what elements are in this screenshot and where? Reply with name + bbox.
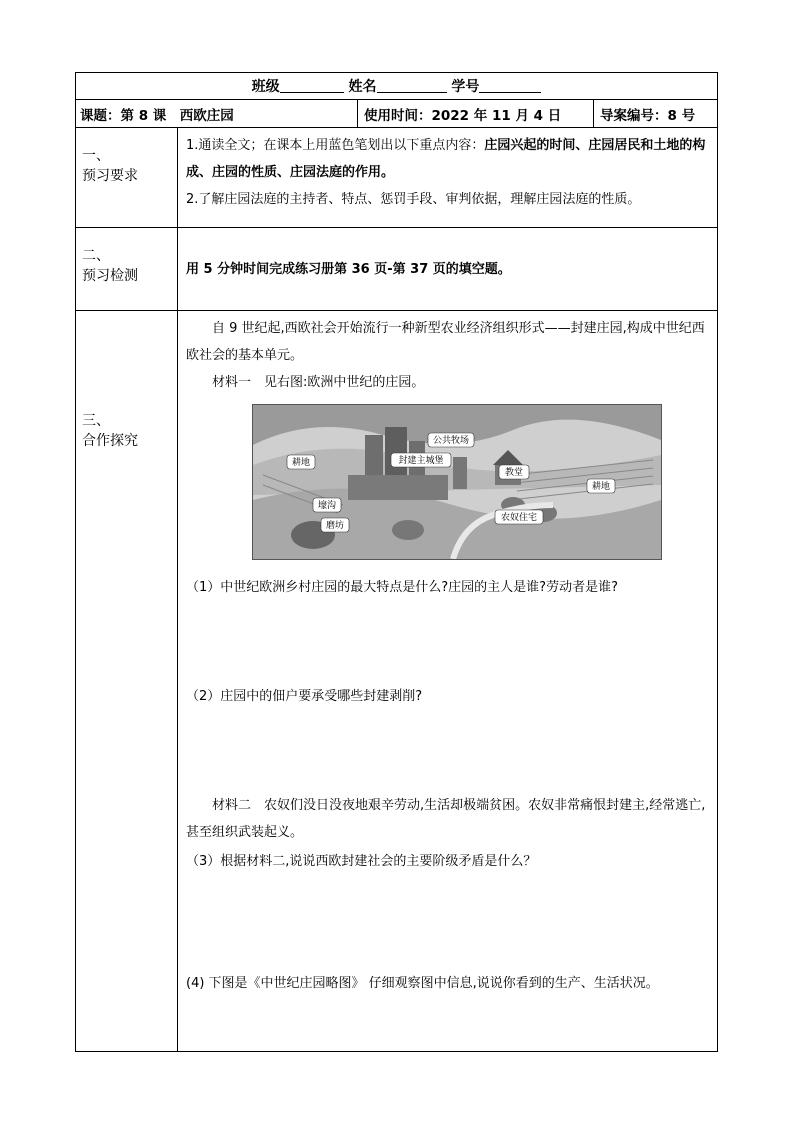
usage-time: 使用时间：2022 年 11 月 4 日 xyxy=(358,100,594,128)
section-content xyxy=(178,311,718,1052)
section-number: 三、 xyxy=(82,413,110,429)
section-title: 预习检测 xyxy=(82,268,138,284)
label-church: 教堂 xyxy=(504,468,524,478)
section-title: 预习要求 xyxy=(82,168,138,184)
preview-line-1: 1.通读全文；在课本上用蓝色笔划出以下重点内容：庄园兴起的时间、庄园居民和土地的构成、庄园的性质、庄园法庭的作用。 xyxy=(186,138,706,180)
label-pasture: 公共牧场 xyxy=(432,436,470,446)
name-blank[interactable] xyxy=(377,78,447,93)
class-label: 班级 xyxy=(251,79,280,95)
label-serf-homes: 农奴住宅 xyxy=(500,513,538,523)
section-label xyxy=(76,311,178,1052)
manor-drawing xyxy=(253,405,661,559)
name-label: 姓名 xyxy=(348,79,377,95)
manor-illustration xyxy=(252,404,662,560)
section-content xyxy=(178,228,718,311)
lesson-title: 课题：第 8 课 西欧庄园 xyxy=(76,100,358,128)
label-field-right: 耕地 xyxy=(591,482,611,492)
question-3: （3）根据材料二,说说西欧封建社会的主要阶级矛盾是什么？ xyxy=(186,854,537,869)
lesson-info-row xyxy=(76,100,718,128)
section-explore xyxy=(76,311,718,1052)
section-label xyxy=(76,128,178,228)
explore-intro: 自 9 世纪起,西欧社会开始流行一种新型农业经济组织形式——封建庄园,构成中世纪西欧社会的基本单元。 xyxy=(186,321,705,363)
material-2: 材料二 农奴们没日没夜地艰辛劳动,生活却极端贫困。农奴非常痛恨封建主,经常逃亡,甚至组织武装起义。 xyxy=(186,798,706,840)
worksheet xyxy=(75,72,717,1052)
section-title: 合作探究 xyxy=(82,433,138,449)
preview-line-2: 2.了解庄园法庭的主持者、特点、惩罚手段、审判依据，理解庄园法庭的性质。 xyxy=(186,192,641,207)
question-4: (4) 下图是《中世纪庄园略图》 仔细观察图中信息,说说你看到的生产、生活状况。 xyxy=(186,976,659,991)
material-1: 材料一 见右图:欧洲中世纪的庄园。 xyxy=(212,375,425,390)
section-content xyxy=(178,128,718,228)
section-label xyxy=(76,228,178,311)
header-row xyxy=(76,73,718,100)
label-field-left: 耕地 xyxy=(291,458,311,468)
section-preview xyxy=(76,128,718,228)
class-blank[interactable] xyxy=(280,78,344,93)
guide-code: 导案编号：8 号 xyxy=(594,100,718,128)
label-mill: 磨坊 xyxy=(325,521,345,531)
question-2: （2）庄园中的佃户要承受哪些封建剥削? xyxy=(186,689,423,704)
section-check xyxy=(76,228,718,311)
section-number: 一、 xyxy=(82,148,110,164)
label-castle: 封建主城堡 xyxy=(398,456,444,466)
id-blank[interactable] xyxy=(479,78,541,93)
check-text: 用 5 分钟时间完成练习册第 36 页-第 37 页的填空题。 xyxy=(186,261,511,277)
question-1: （1）中世纪欧洲乡村庄园的最大特点是什么?庄园的主人是谁?劳动者是谁? xyxy=(186,580,618,595)
label-moat: 壕沟 xyxy=(317,501,337,511)
id-label: 学号 xyxy=(451,79,480,95)
worksheet-table xyxy=(75,72,718,1052)
student-info-cell xyxy=(76,73,718,100)
section-number: 二、 xyxy=(82,248,110,264)
